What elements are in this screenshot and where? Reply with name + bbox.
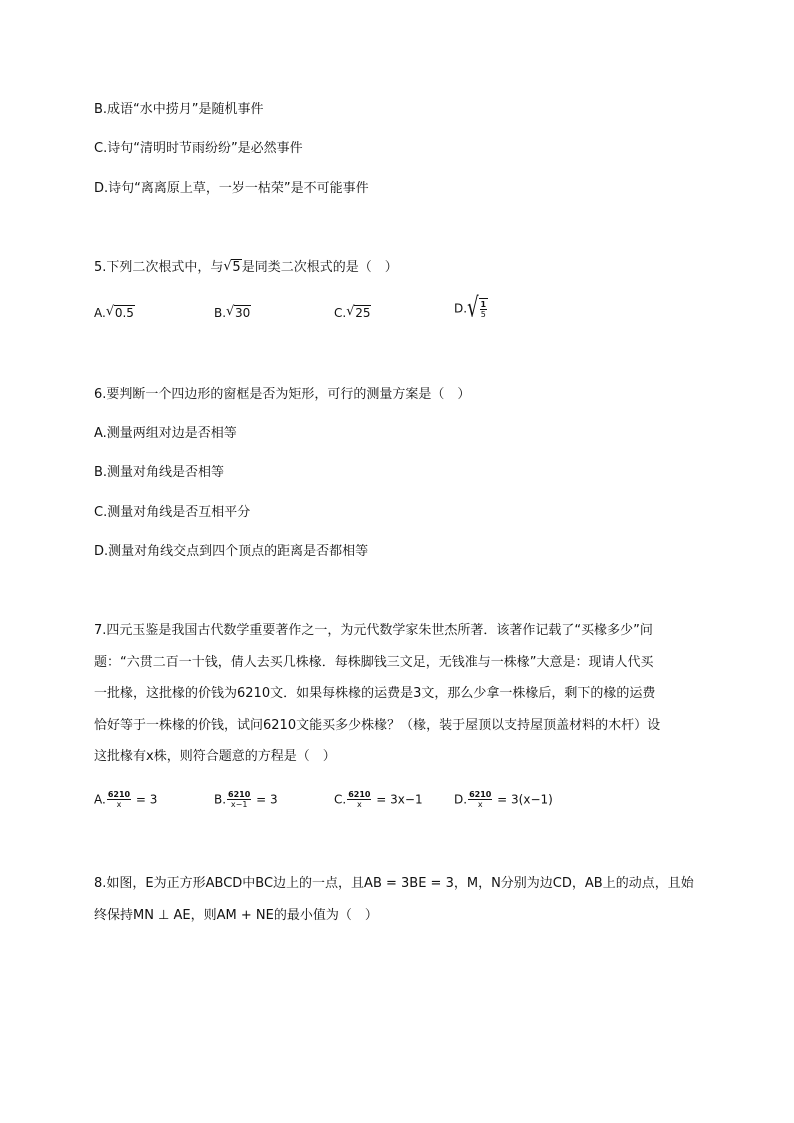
q4-option-d: D.诗句“离离原上草，一岁一枯荣”是不可能事件 — [94, 181, 369, 196]
q5-option-c: C. √ 25 — [334, 303, 371, 323]
q7-option-a: A. $\frac{6210}{x}$ = 3 — [94, 790, 158, 809]
q4-option-c: C.诗句“清明时节雨纷纷”是必然事件 — [94, 141, 303, 156]
q5-stem-post: 是同类二次根式的是（ ） — [241, 260, 398, 275]
q4-option-b: B.成语“水中捞月”是随机事件 — [94, 102, 264, 117]
q5-stem — [94, 258, 398, 278]
q5-stem-pre: 5.下列二次根式中，与 — [94, 260, 224, 275]
q5-option-d: D. √ $\frac{1}{5}$ — [454, 292, 487, 324]
q6-option-a: A.测量两组对边是否相等 — [94, 426, 237, 441]
q8-stem-line1: 8.如图，E为正方形ABCD中BC边上的一点，且AB = 3BE = 3，M，N分别为边CD，AB上的动点，且始 — [94, 876, 694, 891]
sqrt-symbol: √ 0.5 — [105, 304, 134, 320]
q7-option-d: D. $\frac{6210}{x}$ = 3(x−1) — [454, 790, 553, 809]
q7-stem-line4: 恰好等于一株椽的价钱，试问6210文能买多少株椽？（椽，装于屋顶以支持屋顶盖材料的木杆）设 — [94, 718, 661, 733]
q8-stem-line2: 终保持MN ⊥ AE，则AM + NE的最小值为（ ） — [94, 908, 378, 923]
q7-stem-line1: 7.四元玉鉴是我国古代数学重要著作之一，为元代数学家朱世杰所著．该著作记载了“买椽多少”问 — [94, 623, 653, 638]
q6-option-c: C.测量对角线是否互相平分 — [94, 505, 251, 520]
q7-option-c: C. $\frac{6210}{x}$ = 3x−1 — [334, 790, 423, 809]
sqrt-symbol: √ 5 — [223, 259, 241, 275]
q6-option-b: B.测量对角线是否相等 — [94, 465, 225, 480]
q5-option-a: A. √ 0.5 — [94, 303, 135, 323]
sqrt-symbol: √ 30 — [226, 304, 251, 320]
q5-option-b: B. √ 30 — [214, 303, 251, 323]
q7-stem-line2: 题：“六贯二百一十钱，倩人去买几株椽．每株脚钱三文足，无钱准与一株椽”大意是：现请人代买 — [94, 655, 654, 670]
q6-option-d: D.测量对角线交点到四个顶点的距离是否都相等 — [94, 544, 369, 559]
q7-stem-line5: 这批椽有x株，则符合题意的方程是（ ） — [94, 749, 336, 764]
q7-stem-line3: 一批椽，这批椽的价钱为6210文．如果每株椽的运费是3文，那么少拿一株椽后，剩下的椽的运费 — [94, 686, 656, 701]
sqrt-symbol: √ 25 — [346, 304, 371, 320]
sqrt-symbol: √ $\frac{1}{5}$ — [467, 292, 487, 324]
q7-option-b: B. $\frac{6210}{x-1}$ = 3 — [214, 790, 278, 809]
q6-stem: 6.要判断一个四边形的窗框是否为矩形，可行的测量方案是（ ） — [94, 387, 471, 402]
